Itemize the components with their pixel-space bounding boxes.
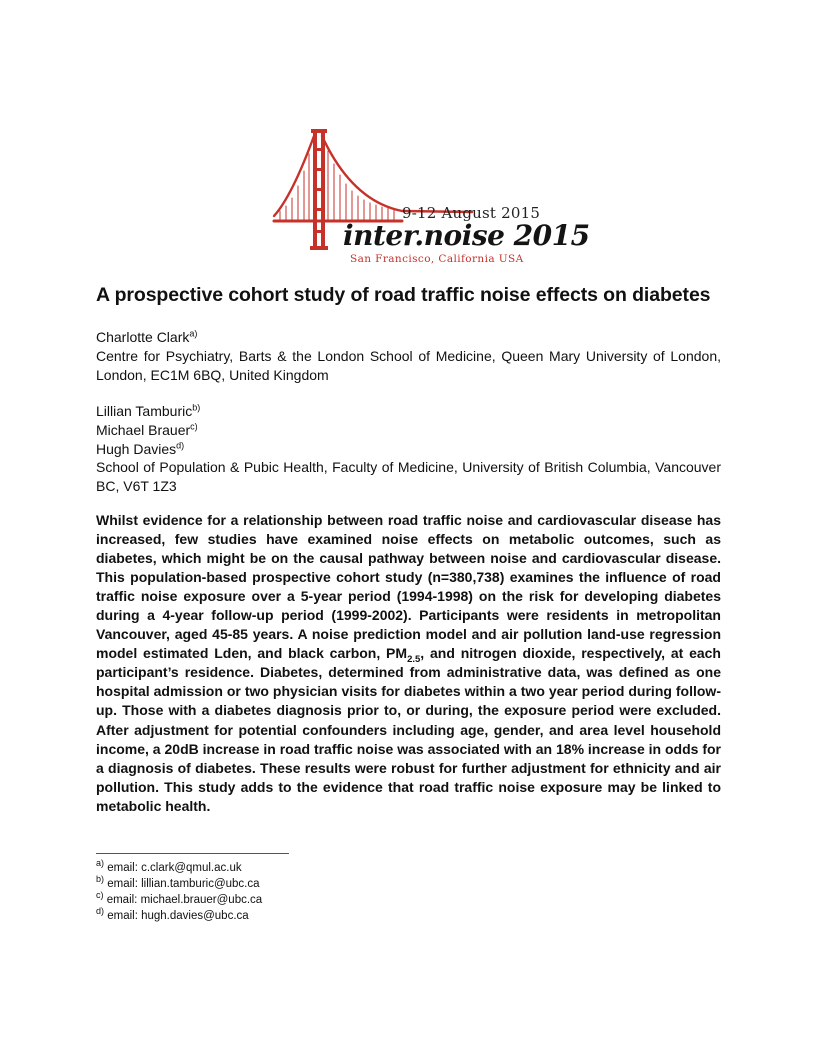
author-charlotte-clark xyxy=(96,328,197,346)
paper-title: A prospective cohort study of road traffic noise effects on diabetes xyxy=(96,284,711,306)
abstract xyxy=(96,511,721,816)
footnote-b xyxy=(96,874,260,892)
conference-name: inter.noise 2015 xyxy=(343,219,590,252)
author-hugh-davies xyxy=(96,440,184,458)
footnote-email: email: michael.brauer@ubc.ca xyxy=(106,894,263,906)
author-name: Hugh Davies xyxy=(96,441,177,457)
author-michael-brauer xyxy=(96,421,198,439)
footnote-email: email: lillian.tamburic@ubc.ca xyxy=(107,878,260,890)
footnote-mark: b) xyxy=(96,874,105,885)
footnote-mark: c) xyxy=(96,890,104,901)
footnote-divider xyxy=(96,853,289,854)
affiliation-1: Centre for Psychiatry, Barts & the London School of Medicine, Queen Mary University of London, London, EC1M 6BQ, United Kingdom xyxy=(96,348,721,383)
conference-dates: 9-12 August 2015 xyxy=(402,204,541,222)
author-mark: b) xyxy=(192,402,201,413)
author-mark: c) xyxy=(190,421,198,432)
footnote-mark: d) xyxy=(96,906,105,917)
author-name: Charlotte Clark xyxy=(96,329,190,345)
footnote-email: email: c.clark@qmul.ac.uk xyxy=(107,862,242,874)
author-lillian-tamburic xyxy=(96,402,200,420)
author-name: Lillian Tamburic xyxy=(96,403,193,419)
author-mark: d) xyxy=(176,440,185,451)
footnote-email: email: hugh.davies@ubc.ca xyxy=(107,910,249,922)
abstract-text-1: Whilst evidence for a relationship between road traffic noise and cardiovascular disease has increased, few studies have examined noise effects on metabolic outcomes, such as diabetes, which might be on the causal pathway between noise and cardiovascular disease. This population-based prospective cohort study (n=380,738) examines the influence of road traffic noise exposure over a 5-year period (1994-1998) on the risk for developing diabetes during a 4-year follow-up period (1999-2002). Participants were residents in metropolitan Vancouver, aged 45-85 years. A noise prediction model and air pollution land-use regression model estimated Lden, and black carbon, PM xyxy=(96,512,721,662)
footnote-a xyxy=(96,858,242,876)
abstract-text-2: , and nitrogen dioxide, respectively, at each participant’s residence. Diabetes, determined from administrative data, was defined as one hospital admission or two physician visits for diabetes within a two year period during follow-up. Those with a diabetes diagnosis prior to, or during, the exposure period were excluded. After adjustment for potential confounders including age, gender, and area level household income, a 20dB increase in road traffic noise was associated with an 18% increase in odds for a diagnosis of diabetes. These results were robust for further adjustment for ethnicity and air pollution. This study adds to the evidence that road traffic noise exposure may be linked to metabolic health. xyxy=(96,645,721,814)
author-name: Michael Brauer xyxy=(96,422,191,438)
footnote-c xyxy=(96,890,263,908)
footnote-mark: a) xyxy=(96,858,105,869)
footnote-d xyxy=(96,906,249,924)
conference-location: San Francisco, California USA xyxy=(350,253,524,265)
author-mark: a) xyxy=(189,328,198,339)
abstract-subscript: 2.5 xyxy=(407,654,421,666)
affiliation-2: School of Population & Pubic Health, Faculty of Medicine, University of British Columbia, Vancouver BC, V6T 1Z3 xyxy=(96,459,721,494)
